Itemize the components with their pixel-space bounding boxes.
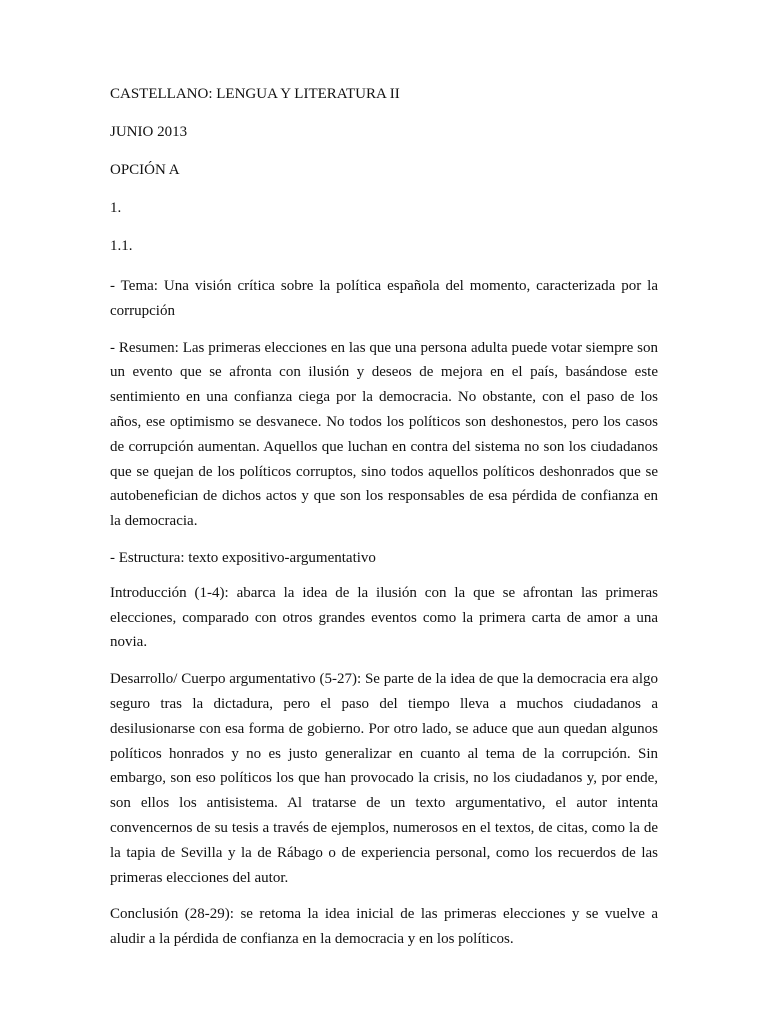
conclusion-paragraph: Conclusión (28-29): se retoma la idea inicial de las primeras elecciones y se vuelve a aludir a la pérdida de confianza en la democracia y en los políticos.	[110, 906, 658, 948]
subquestion-number: 1.1.	[110, 238, 133, 254]
tema-paragraph: - Tema: Una visión crítica sobre la política española del momento, caracterizada por la corrupción	[110, 278, 658, 319]
desarrollo-paragraph: Desarrollo/ Cuerpo argumentativo (5-27): Se parte de la idea de que la democracia era algo seguro tras la dictadura, pero el paso del tiempo lleva a muchos ciudadanos a desilusionarse con esa forma de gobierno. Por otro lado, se aduce que aun quedan algunos políticos honrados y no es justo generalizar en cuanto al tema de la corrupción. Sin embargo, son eso políticos los que han provocado la crisis, no los ciudadanos y, por ende, son ellos los antisistema. Al tratarse de un texto argumentativo, el autor intenta convencernos de su tesis a través de ejemplos, numerosos en el textos, de citas, como la de la tapia de Sevilla y la de Rábago o de experiencia personal, como los recuerdos de las primeras elecciones del autor.	[110, 671, 658, 886]
option-heading: OPCIÓN A	[110, 162, 180, 178]
document-page	[110, 84, 658, 964]
question-number: 1.	[110, 200, 122, 216]
subject-heading: CASTELLANO: LENGUA Y LITERATURA II	[110, 86, 400, 102]
exam-date: JUNIO 2013	[110, 124, 188, 140]
estructura-paragraph: - Estructura: texto expositivo-argumentativo	[110, 549, 376, 566]
resumen-paragraph: - Resumen: Las primeras elecciones en las que una persona adulta puede votar siempre son un evento que se afronta con ilusión y deseos de mejora en el país, basándose este sentimiento en una confianza ciega por la democracia. No obstante, con el paso de los años, ese optimismo se desvanece. No todos los políticos son deshonestos, pero los casos de corrupción aumentan. Aquellos que luchan en contra del sistema no son los ciudadanos que se quejan de los políticos corruptos, sino todos aquellos políticos deshonrados que se autobenefician de dichos actos y que son los responsables de esa pérdida de confianza en la democracia.	[110, 339, 658, 530]
introduccion-paragraph: Introducción (1-4): abarca la idea de la ilusión con la que se afrontan las primeras elecciones, comparado con otros grandes eventos como la primera carta de amor a una novia.	[110, 584, 658, 651]
